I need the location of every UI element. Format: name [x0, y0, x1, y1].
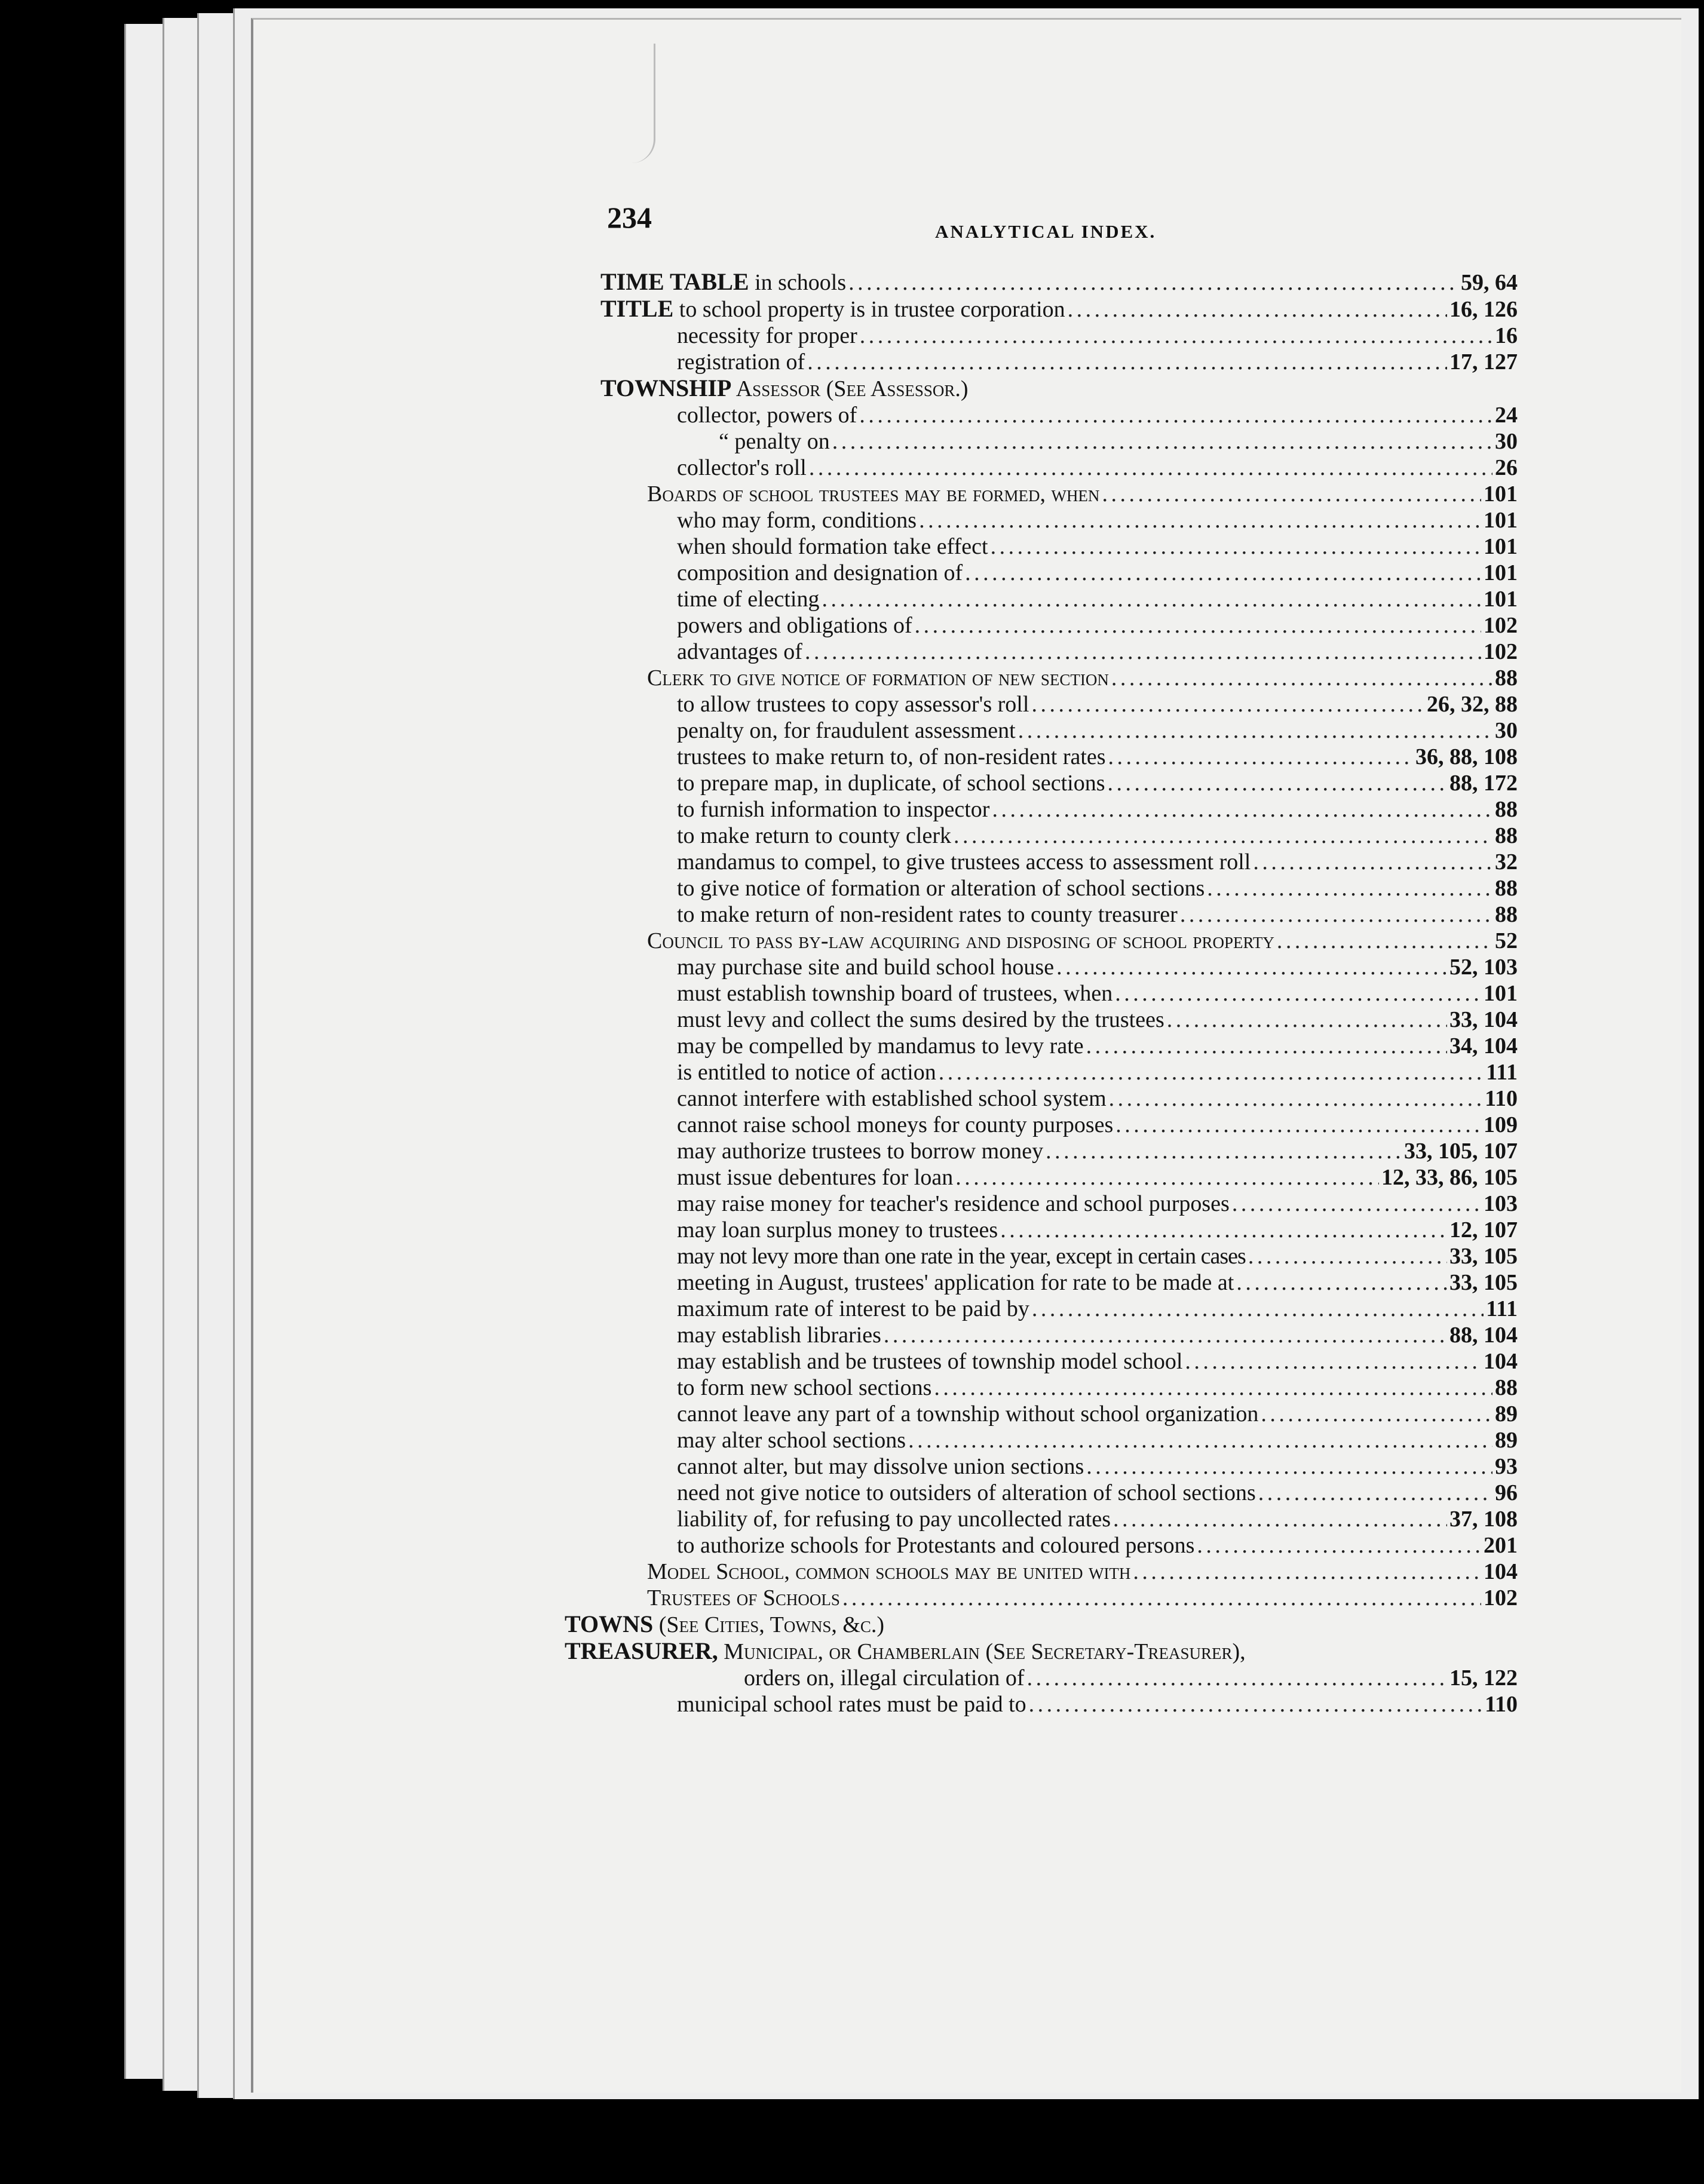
index-subentry: may loan surplus money to trustees . . . 12, 107	[600, 1217, 1518, 1243]
index-subentry: Model School, common schools may be united with . . . 104	[600, 1559, 1518, 1585]
index-subentry: Council to pass by-law acquiring and disposing of school property . . . 52	[600, 928, 1518, 954]
index-entry: TIME TABLE in schools . . . 59, 64	[600, 269, 1518, 296]
index-subentry: may not levy more than one rate in the year, except in certain cases . . . 33, 105	[600, 1243, 1518, 1269]
index-subentry: may establish libraries . . . 88, 104	[600, 1322, 1518, 1348]
index-subentry: when should formation take effect . . . 101	[600, 533, 1518, 560]
index-subentry: to furnish information to inspector . . . 88	[600, 796, 1518, 823]
index-subentry: must establish township board of trustees, when . . . 101	[600, 980, 1518, 1007]
index-subentry: cannot alter, but may dissolve union sections . . . 93	[600, 1453, 1518, 1480]
page-number: 234	[607, 201, 652, 234]
index-subentry: trustees to make return to, of non-resident rates . . . 36, 88, 108	[600, 744, 1518, 770]
index-subentry: municipal school rates must be paid to . . . 110	[600, 1691, 1518, 1717]
index-subentry: Clerk to give notice of formation of new section . . . 88	[600, 665, 1518, 691]
index-subentry: registration of . . . 17, 127	[600, 349, 1518, 375]
index-subentry: to prepare map, in duplicate, of school sections . . . 88, 172	[600, 770, 1518, 796]
index-subentry: cannot leave any part of a township without school organization . . . 89	[600, 1401, 1518, 1427]
index-subentry: to authorize schools for Protestants and coloured persons . . . 201	[600, 1532, 1518, 1559]
index-subentry: must levy and collect the sums desired by the trustees . . . 33, 104	[600, 1007, 1518, 1033]
index-subentry: collector, powers of . . . 24	[600, 402, 1518, 428]
index-subentry: advantages of . . . 102	[600, 639, 1518, 665]
index-subentry: “ penalty on . . . 30	[600, 428, 1518, 455]
index-subentry: penalty on, for fraudulent assessment . . . 30	[600, 717, 1518, 744]
index-subentry: maximum rate of interest to be paid by . . . 111	[600, 1296, 1518, 1322]
index-subentry: to make return to county clerk . . . 88	[600, 823, 1518, 849]
index-subentry: cannot raise school moneys for county purposes . . . 109	[600, 1112, 1518, 1138]
index-subentry: may raise money for teacher's residence and school purposes . . . 103	[600, 1191, 1518, 1217]
index-subentry: who may form, conditions . . . 101	[600, 507, 1518, 533]
index-entry: TOWNSHIP Assessor (See Assessor.)	[600, 375, 969, 401]
index-subentry: need not give notice to outsiders of alteration of school sections . . . 96	[600, 1480, 1518, 1506]
index-subentry: to form new school sections . . . 88	[600, 1375, 1518, 1401]
index-subentry: must issue debentures for loan . . . 12, 33, 86, 105	[600, 1164, 1518, 1191]
index-subentry: may authorize trustees to borrow money . . . 33, 105, 107	[600, 1138, 1518, 1164]
running-head: ANALYTICAL INDEX.	[935, 221, 1157, 242]
index-subentry: may establish and be trustees of township model school . . . 104	[600, 1348, 1518, 1375]
index-subentry: Boards of school trustees may be formed, when . . . 101	[600, 481, 1518, 507]
page-fold	[612, 44, 655, 163]
index-entry: TOWNS (See Cities, Towns, &c.)	[565, 1611, 885, 1637]
index-subentry: orders on, illegal circulation of . . . 15, 122	[600, 1665, 1518, 1691]
index-subentry: to give notice of formation or alteration of school sections . . . 88	[600, 875, 1518, 901]
index-subentry: to allow trustees to copy assessor's roll . . . 26, 32, 88	[600, 691, 1518, 717]
index-entry: TREASURER, Municipal, or Chamberlain (See Secretary-Treasurer),	[565, 1637, 1246, 1664]
index-subentry: may alter school sections . . . 89	[600, 1427, 1518, 1453]
index-subentry: may be compelled by mandamus to levy rate . . . 34, 104	[600, 1033, 1518, 1059]
index-subentry: meeting in August, trustees' application for rate to be made at . . . 33, 105	[600, 1269, 1518, 1296]
index-subentry: powers and obligations of . . . 102	[600, 612, 1518, 639]
index-subentry: cannot interfere with established school system . . . 110	[600, 1085, 1518, 1112]
index-subentry: Trustees of Schools . . . 102	[600, 1585, 1518, 1611]
index-subentry: liability of, for refusing to pay uncollected rates . . . 37, 108	[600, 1506, 1518, 1532]
index-list	[565, 268, 1518, 1717]
index-subentry: mandamus to compel, to give trustees access to assessment roll . . . 32	[600, 849, 1518, 875]
index-subentry: to make return of non-resident rates to county treasurer . . . 88	[600, 901, 1518, 928]
index-subentry: composition and designation of . . . 101	[600, 560, 1518, 586]
index-subentry: may purchase site and build school house . . . 52, 103	[600, 954, 1518, 980]
index-subentry: time of electing . . . 101	[600, 586, 1518, 612]
index-subentry: necessity for proper . . . 16	[600, 323, 1518, 349]
index-subentry: collector's roll . . . 26	[600, 455, 1518, 481]
index-subentry: is entitled to notice of action . . . 111	[600, 1059, 1518, 1085]
index-entry: TITLE to school property is in trustee corporation . . . 16, 126	[600, 296, 1518, 323]
